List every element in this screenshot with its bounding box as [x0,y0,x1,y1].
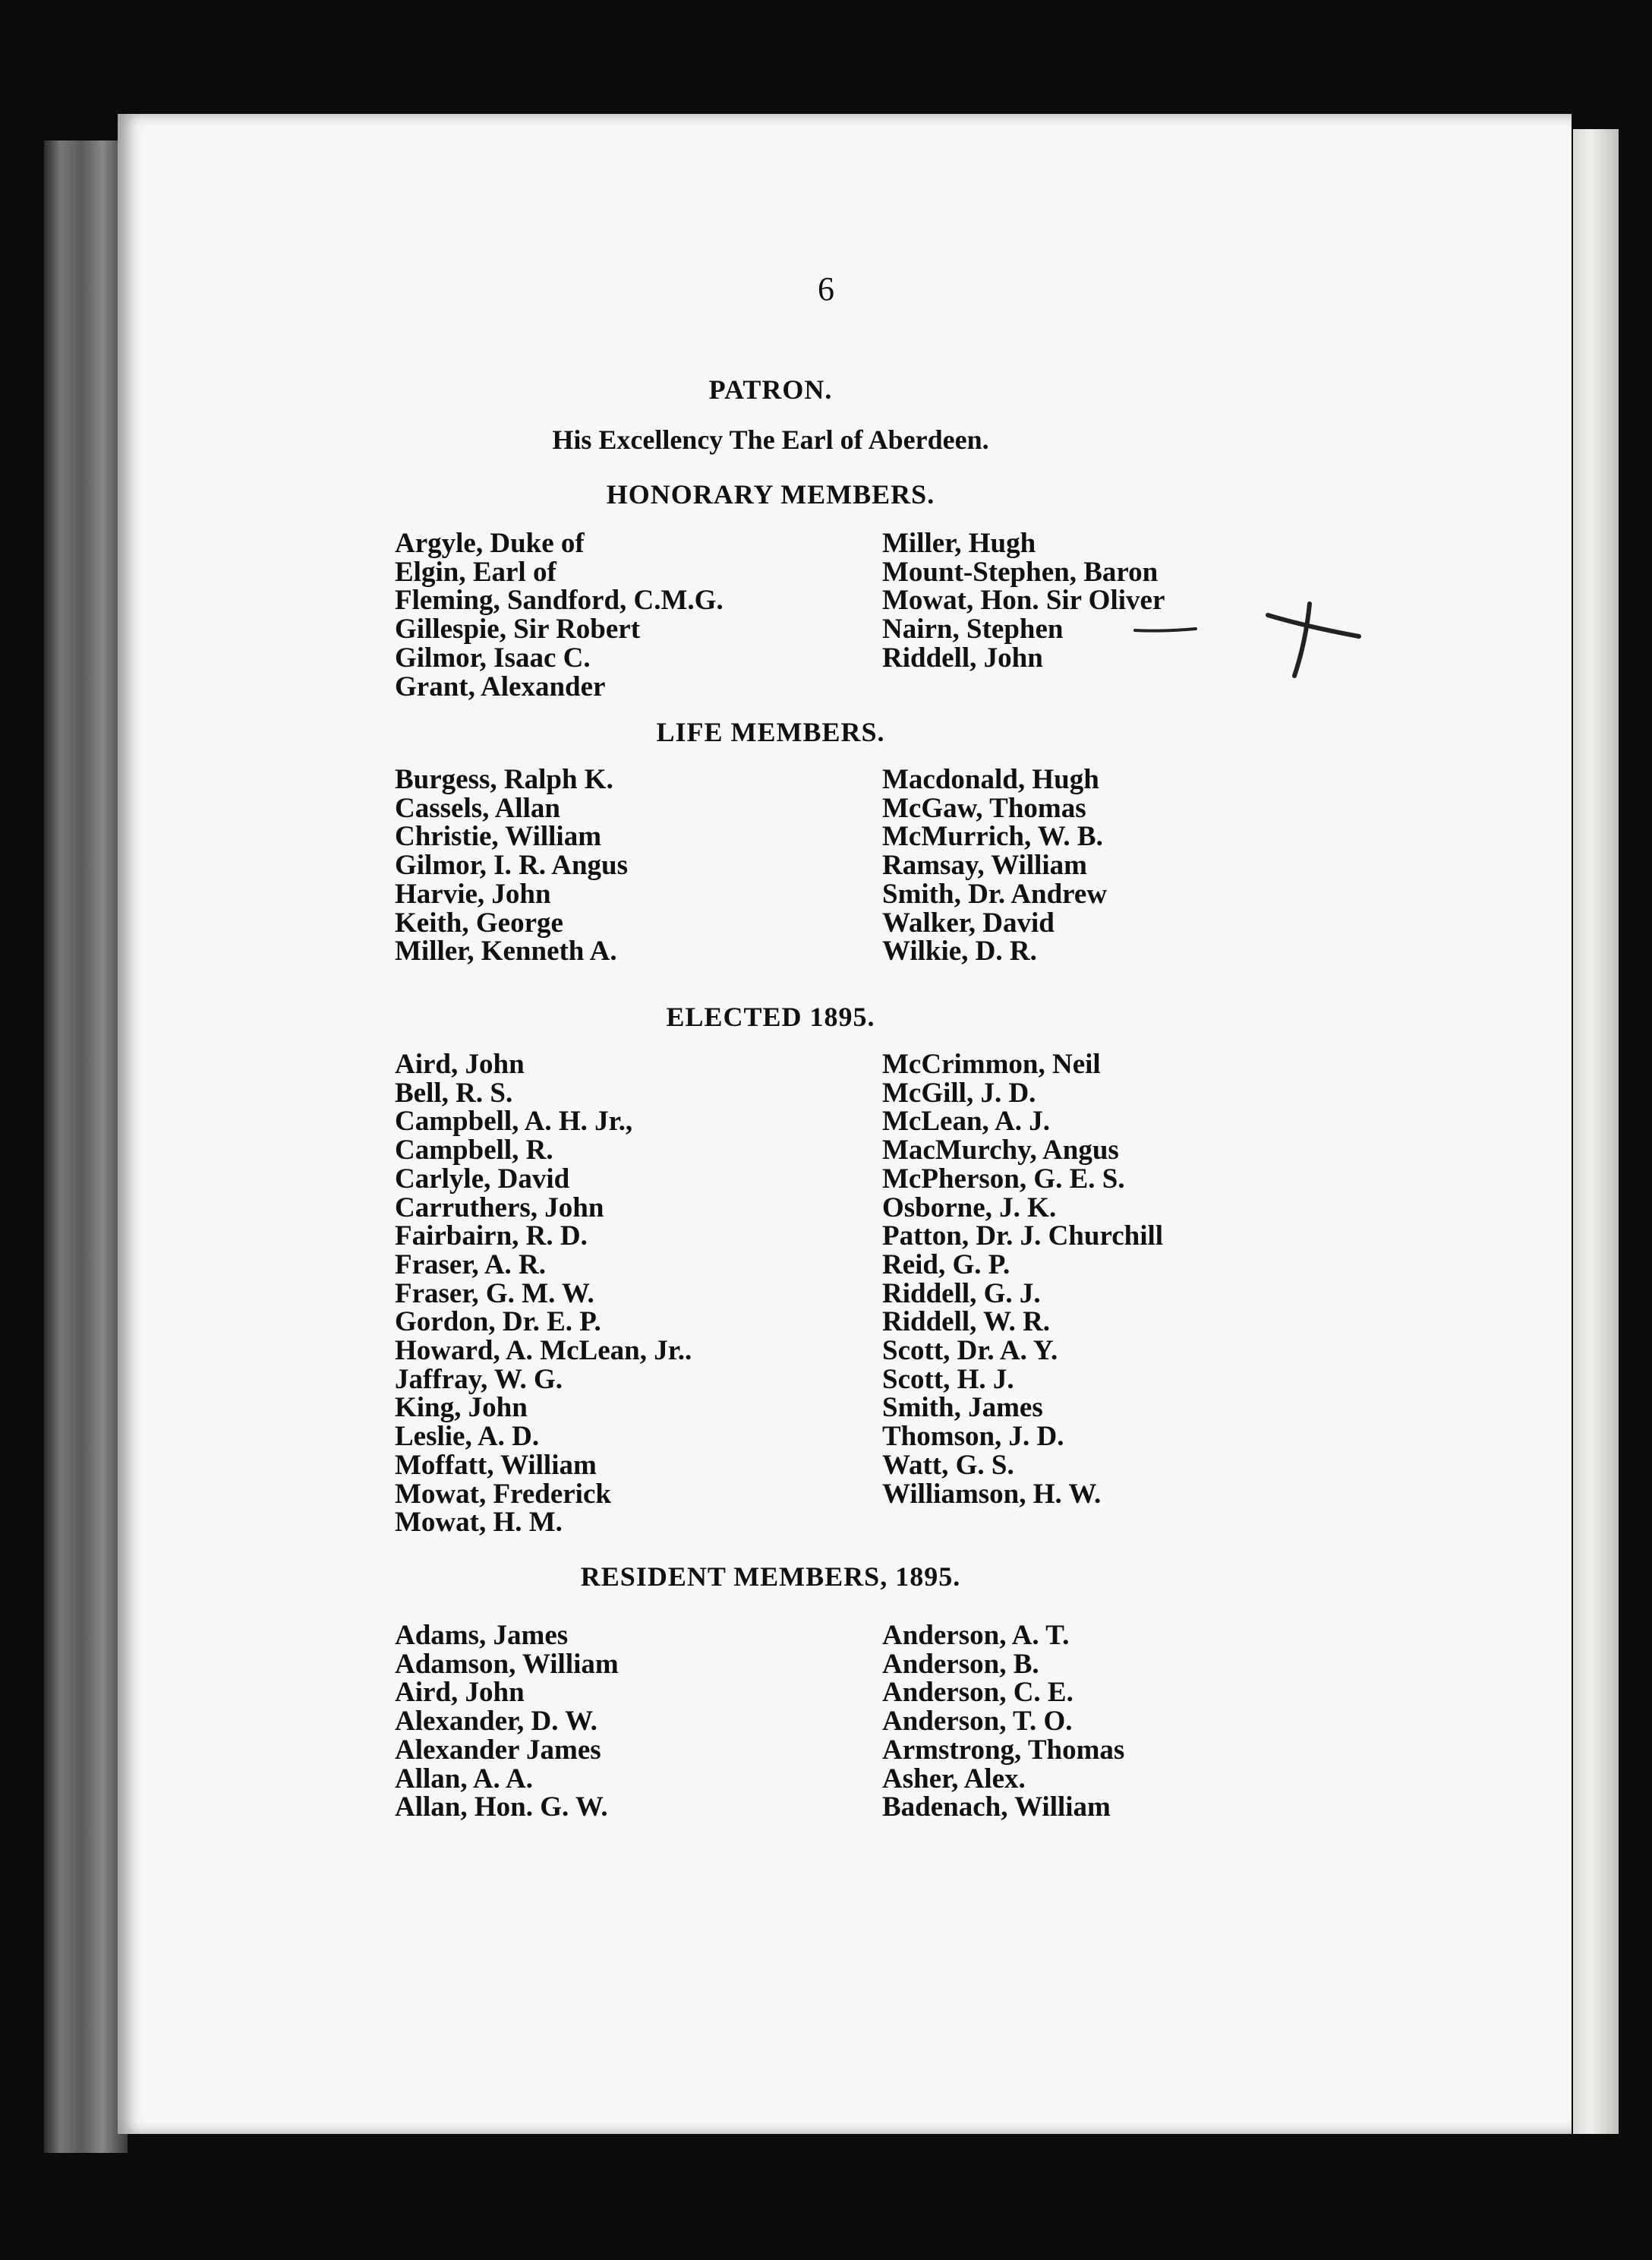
book-spine-edge [44,140,128,2153]
list-item: Asher, Alex. [882,1763,1026,1794]
list-item: Thomson, J. D. [882,1421,1064,1453]
list-item: Elgin, Earl of [395,556,556,588]
list-item: McGaw, Thomas [882,792,1086,824]
elected-left-list [395,1050,692,1537]
list-item: Smith, Dr. Andrew [882,878,1108,910]
list-item: Grant, Alexander [395,671,606,702]
list-item: McGill, J. D. [882,1077,1036,1109]
list-item: Fleming, Sandford, C.M.G. [395,585,724,617]
honorary-members-right-list [882,529,1165,673]
list-item: Osborne, J. K. [882,1192,1057,1223]
list-item: Argyle, Duke of [395,528,585,559]
list-item: Gillespie, Sir Robert [395,614,641,645]
list-item: Fraser, A. R. [395,1248,547,1280]
list-item: Nairn, Stephen [882,614,1064,645]
list-item: Ramsay, William [882,850,1088,882]
list-item: Moffatt, William [395,1449,597,1481]
list-item: Gilmor, Isaac C. [395,642,591,674]
list-item: Carruthers, John [395,1192,604,1223]
list-item: King, John [395,1392,528,1424]
list-item: Jaffray, W. G. [395,1363,563,1395]
list-item: Alexander, D. W. [395,1706,597,1738]
patron-heading: PATRON. [708,374,833,405]
list-item: McCrimmon, Neil [882,1049,1101,1080]
list-item: Allan, Hon. G. W. [395,1791,608,1823]
list-item: Burgess, Ralph K. [395,764,613,795]
list-item: Fraser, G. M. W. [395,1277,594,1309]
list-item: Cassels, Allan [395,792,560,824]
list-item: Armstrong, Thomas [882,1734,1125,1766]
elected-right-list [882,1050,1163,1508]
list-item: Gilmor, I. R. Angus [395,850,629,882]
list-item: Allan, A. A. [395,1763,533,1794]
list-item: Riddell, John [882,642,1043,674]
list-item: Anderson, C. E. [882,1677,1073,1709]
list-item: McLean, A. J. [882,1106,1050,1138]
list-item: Riddell, G. J. [882,1277,1041,1309]
list-item: Alexander James [395,1734,601,1766]
honorary-members-heading: HONORARY MEMBERS. [606,479,935,510]
list-item: Scott, H. J. [882,1363,1014,1395]
list-item: Mowat, Hon. Sir Oliver [882,585,1165,617]
list-item: Christie, William [395,821,602,853]
next-page-edge [1573,129,1619,2134]
list-item: MacMurchy, Angus [882,1135,1119,1166]
list-item: Scott, Dr. A. Y. [882,1335,1058,1367]
list-item: Mowat, Frederick [395,1478,611,1510]
life-members-left-list [395,765,628,966]
list-item: Wilkie, D. R. [882,936,1037,967]
honorary-members-left-list [395,529,724,701]
list-item: Aird, John [395,1677,525,1709]
list-item: Smith, James [882,1392,1043,1424]
list-item: Adamson, William [395,1648,619,1680]
list-item: Macdonald, Hugh [882,764,1099,795]
life-members-heading: LIFE MEMBERS. [656,717,885,747]
list-item: McPherson, G. E. S. [882,1163,1125,1195]
list-item: Anderson, A. T. [882,1620,1070,1651]
list-item: Mowat, H. M. [395,1507,563,1539]
list-item: Riddell, W. R. [882,1306,1051,1338]
list-item: Gordon, Dr. E. P. [395,1306,601,1338]
elected-heading: ELECTED 1895. [666,1002,875,1032]
list-item: Badenach, William [882,1791,1111,1823]
list-item: Campbell, A. H. Jr., [395,1106,633,1138]
list-item: Howard, A. McLean, Jr.. [395,1335,692,1367]
list-item: Aird, John [395,1049,525,1080]
page-number: 6 [818,270,834,308]
list-item: Leslie, A. D. [395,1421,540,1453]
list-item: Watt, G. S. [882,1449,1014,1481]
list-item: Adams, James [395,1620,569,1651]
list-item: Bell, R. S. [395,1077,513,1109]
list-item: Mount-Stephen, Baron [882,556,1159,588]
list-item: Carlyle, David [395,1163,570,1195]
list-item: Williamson, H. W. [882,1478,1102,1510]
patron-name: His Excellency The Earl of Aberdeen. [552,425,989,455]
resident-members-left-list [395,1621,619,1822]
list-item: Fairbairn, R. D. [395,1220,588,1252]
document-page [118,114,1572,2134]
list-item: Walker, David [882,907,1055,939]
list-item: Reid, G. P. [882,1248,1010,1280]
list-item: Miller, Hugh [882,528,1036,559]
list-item: McMurrich, W. B. [882,821,1103,853]
handwritten-cross-mark [1131,600,1367,683]
life-members-right-list [882,765,1107,966]
list-item: Patton, Dr. J. Churchill [882,1220,1164,1252]
resident-members-right-list [882,1621,1124,1822]
list-item: Harvie, John [395,878,551,910]
list-item: Anderson, T. O. [882,1706,1073,1738]
list-item: Miller, Kenneth A. [395,936,617,967]
list-item: Anderson, B. [882,1648,1039,1680]
list-item: Keith, George [395,907,563,939]
list-item: Campbell, R. [395,1135,553,1166]
resident-members-heading: RESIDENT MEMBERS, 1895. [580,1561,961,1592]
